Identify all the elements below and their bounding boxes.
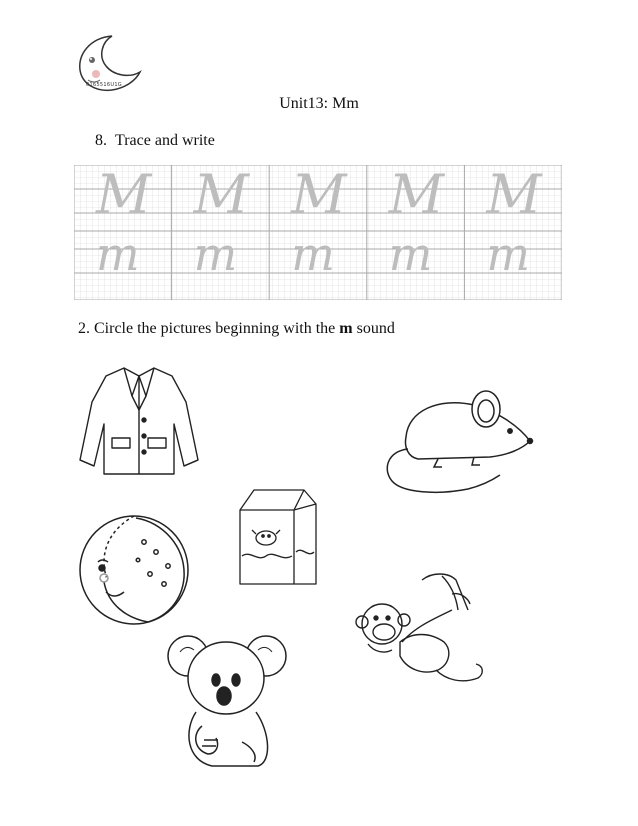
trace-letter-uppercase: M — [388, 165, 445, 226]
trace-letter-uppercase: M — [486, 165, 542, 226]
mouse-picture[interactable] — [378, 385, 538, 505]
section-1-number: 8. — [95, 132, 107, 149]
section-1-label: Trace and write — [115, 132, 215, 149]
monkey-picture[interactable] — [352, 570, 488, 698]
tracing-grid[interactable] — [74, 165, 562, 300]
trace-letter-lowercase: m — [388, 227, 433, 281]
trace-letter-lowercase: m — [193, 227, 238, 281]
section-2-prefix: 2. Circle the pictures beginning with the — [78, 320, 340, 337]
koala-picture[interactable] — [162, 622, 292, 770]
section-1-heading — [95, 132, 215, 150]
page-title: Unit13: Mm — [279, 95, 359, 112]
section-2-heading — [78, 320, 395, 338]
trace-letter-uppercase: M — [193, 165, 249, 226]
trace-letter-lowercase: m — [291, 227, 335, 281]
moon-picture[interactable] — [76, 512, 196, 630]
trace-letter-uppercase: M — [291, 165, 347, 226]
trace-letter-lowercase: m — [96, 227, 140, 281]
section-2-letter: m — [339, 320, 353, 337]
logo-caption: 0165516U1G — [86, 82, 122, 88]
milk-carton-picture[interactable] — [232, 486, 328, 594]
trace-letter-lowercase: m — [486, 227, 531, 281]
trace-letter-uppercase: M — [96, 165, 152, 226]
moon-logo — [72, 34, 148, 94]
jacket-picture[interactable] — [74, 362, 204, 480]
section-2-suffix: sound — [352, 320, 395, 337]
